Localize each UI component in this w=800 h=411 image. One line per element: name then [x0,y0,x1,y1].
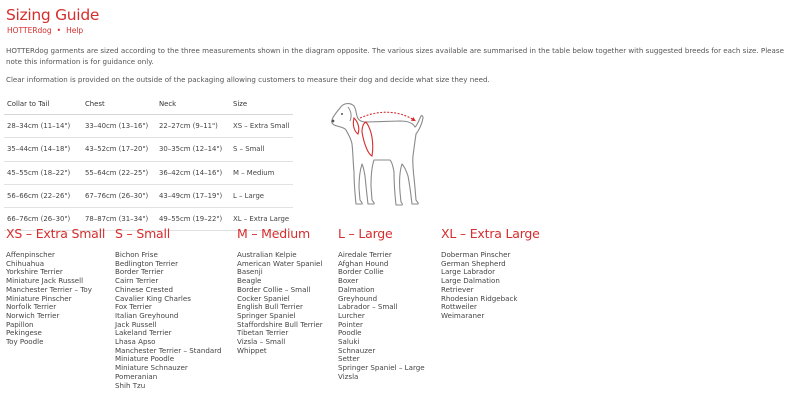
list-item: Schnauzer [338,345,376,355]
list-item: Border Collie – Small [237,284,311,294]
list-item: Jack Russell [115,319,157,329]
list-item: Border Collie [338,267,384,277]
list-item: Pomeranian [115,371,158,381]
list-item: Afghan Hound [338,258,389,268]
list-item: Beagle [237,276,262,286]
list-item: Whippet [237,345,267,355]
dog-measurement-diagram-icon [318,96,428,216]
list-item: Staffordshire Bull Terrier [237,319,323,329]
list-item: Poodle [338,328,362,338]
table-header-row [4,94,293,115]
table-cell: 45–55cm (18–22") [4,161,82,184]
table-cell: 56–66cm (22–26") [4,184,82,207]
table-cell: L – Large [230,184,293,207]
list-item: English Bull Terrier [237,302,303,312]
list-item: Bedlington Terrier [115,258,178,268]
list-item: Chinese Crested [115,284,174,294]
list-item: Weimaraner [441,310,485,320]
dog-nose [332,120,335,123]
table-cell: 36–42cm (14–16") [156,161,230,184]
category-title-xl: XL – Extra Large [441,226,540,241]
dog-outline [332,104,423,205]
table-cell: 78–87cm (31–34") [82,208,156,231]
breed-list-l [338,251,425,382]
list-item: German Shepherd [441,258,506,268]
breed-list-xs [6,251,92,347]
table-row [4,184,293,207]
list-item: Shih Tzu [115,380,146,390]
column-header-neck: Neck [156,94,230,115]
list-item: Italian Greyhound [115,310,179,320]
collar-to-tail-arrow [360,112,414,120]
table-cell: 30–35cm (12–14") [156,138,230,161]
list-item: Dalmation [338,284,375,294]
breadcrumb-item-hotterdog[interactable]: HOTTERdog [7,26,52,35]
table-cell: 67–76cm (26–30") [82,184,156,207]
table-row [4,161,293,184]
breadcrumb-separator: • [56,26,62,35]
breed-list-xl [441,251,518,321]
table-row [4,138,293,161]
table-cell: 22–27cm (9–11") [156,115,230,138]
list-item: Lhasa Apso [115,337,156,347]
table-cell: M – Medium [230,161,293,184]
list-item: Vizsla – Small [237,337,286,347]
list-item: Border Terrier [115,267,164,277]
table-cell: 43–49cm (17–19") [156,184,230,207]
list-item: Affenpinscher [6,250,55,259]
column-header-chest: Chest [82,94,156,115]
list-item: Basenji [237,267,263,277]
category-title-s: S – Small [115,226,171,241]
page-title: Sizing Guide [6,6,100,24]
list-item: Boxer [338,276,359,286]
list-item: Doberman Pinscher [441,250,511,259]
list-item: Saluki [338,337,360,347]
sizing-table [4,94,293,231]
list-item: Springer Spaniel [237,310,296,320]
category-title-l: L – Large [338,226,393,241]
list-item: Miniature Pinscher [6,293,72,303]
column-header-size: Size [230,94,293,115]
list-item: Rhodesian Ridgeback [441,293,518,303]
table-cell: 66–76cm (26–30") [4,208,82,231]
table-cell: 33–40cm (13–16") [82,115,156,138]
breed-list-s [115,251,222,390]
list-item: Labrador – Small [338,302,398,312]
list-item: Papillon [6,319,34,329]
table-row [4,115,293,138]
list-item: Chihuahua [6,258,45,268]
category-title-m: M – Medium [237,226,310,241]
list-item: Fox Terrier [115,302,152,312]
dog-eye [341,113,343,115]
list-item: Australian Kelpie [237,250,297,259]
list-item: American Water Spaniel [237,258,323,268]
list-item: Toy Poodle [6,337,44,347]
table-cell: 28–34cm (11–14") [4,115,82,138]
list-item: Cavalier King Charles [115,293,191,303]
list-item: Cairn Terrier [115,276,159,286]
list-item: Miniature Schnauzer [115,363,188,373]
table-cell: 55–64cm (22–25") [82,161,156,184]
table-cell: 43–52cm (17–20") [82,138,156,161]
table-cell: S – Small [230,138,293,161]
table-cell: 35–44cm (14–18") [4,138,82,161]
column-header-collar-to-tail: Collar to Tail [4,94,82,115]
list-item: Pointer [338,319,363,329]
list-item: Tibetan Terrier [237,328,289,338]
table-cell: 49–55cm (19–22") [156,208,230,231]
intro-paragraph: HOTTERdog garments are sized according to the three measurements shown in the diagram opposite. The various sizes available are summarised in the table below together with suggested breeds for each size. Please note this information is for guidance only. [6,46,784,66]
category-title-xs: XS – Extra Small [6,226,106,241]
breadcrumb-item-help[interactable]: Help [66,26,84,35]
packaging-paragraph: Clear information is provided on the outside of the packaging allowing customers to measure their dog and decide what size they need. [6,75,490,84]
list-item: Miniature Poodle [115,354,175,364]
list-item: Yorkshire Terrier [6,267,63,277]
breed-list-m [237,251,323,355]
list-item: Springer Spaniel – Large [338,363,425,373]
list-item: Bichon Frise [115,250,158,259]
list-item: Norfolk Terrier [6,302,57,312]
list-item: Manchester Terrier – Standard [115,345,222,355]
table-cell: XS – Extra Small [230,115,293,138]
list-item: Large Labrador [441,267,496,277]
breadcrumb [7,26,83,35]
list-item: Lakeland Terrier [115,328,172,338]
list-item: Greyhound [338,293,378,303]
list-item: Pekingese [6,328,42,338]
list-item: Vizsla [338,371,359,381]
list-item: Miniature Jack Russell [6,276,84,286]
table-cell: XL – Extra Large [230,208,293,231]
list-item: Setter [338,354,360,364]
list-item: Rottweiler [441,302,477,312]
list-item: Retriever [441,284,474,294]
list-item: Cocker Spaniel [237,293,290,303]
list-item: Manchester Terrier – Toy [6,284,92,294]
list-item: Airedale Terrier [338,250,392,259]
list-item: Norwich Terrier [6,310,60,320]
list-item: Lurcher [338,310,365,320]
list-item: Large Dalmation [441,276,500,286]
